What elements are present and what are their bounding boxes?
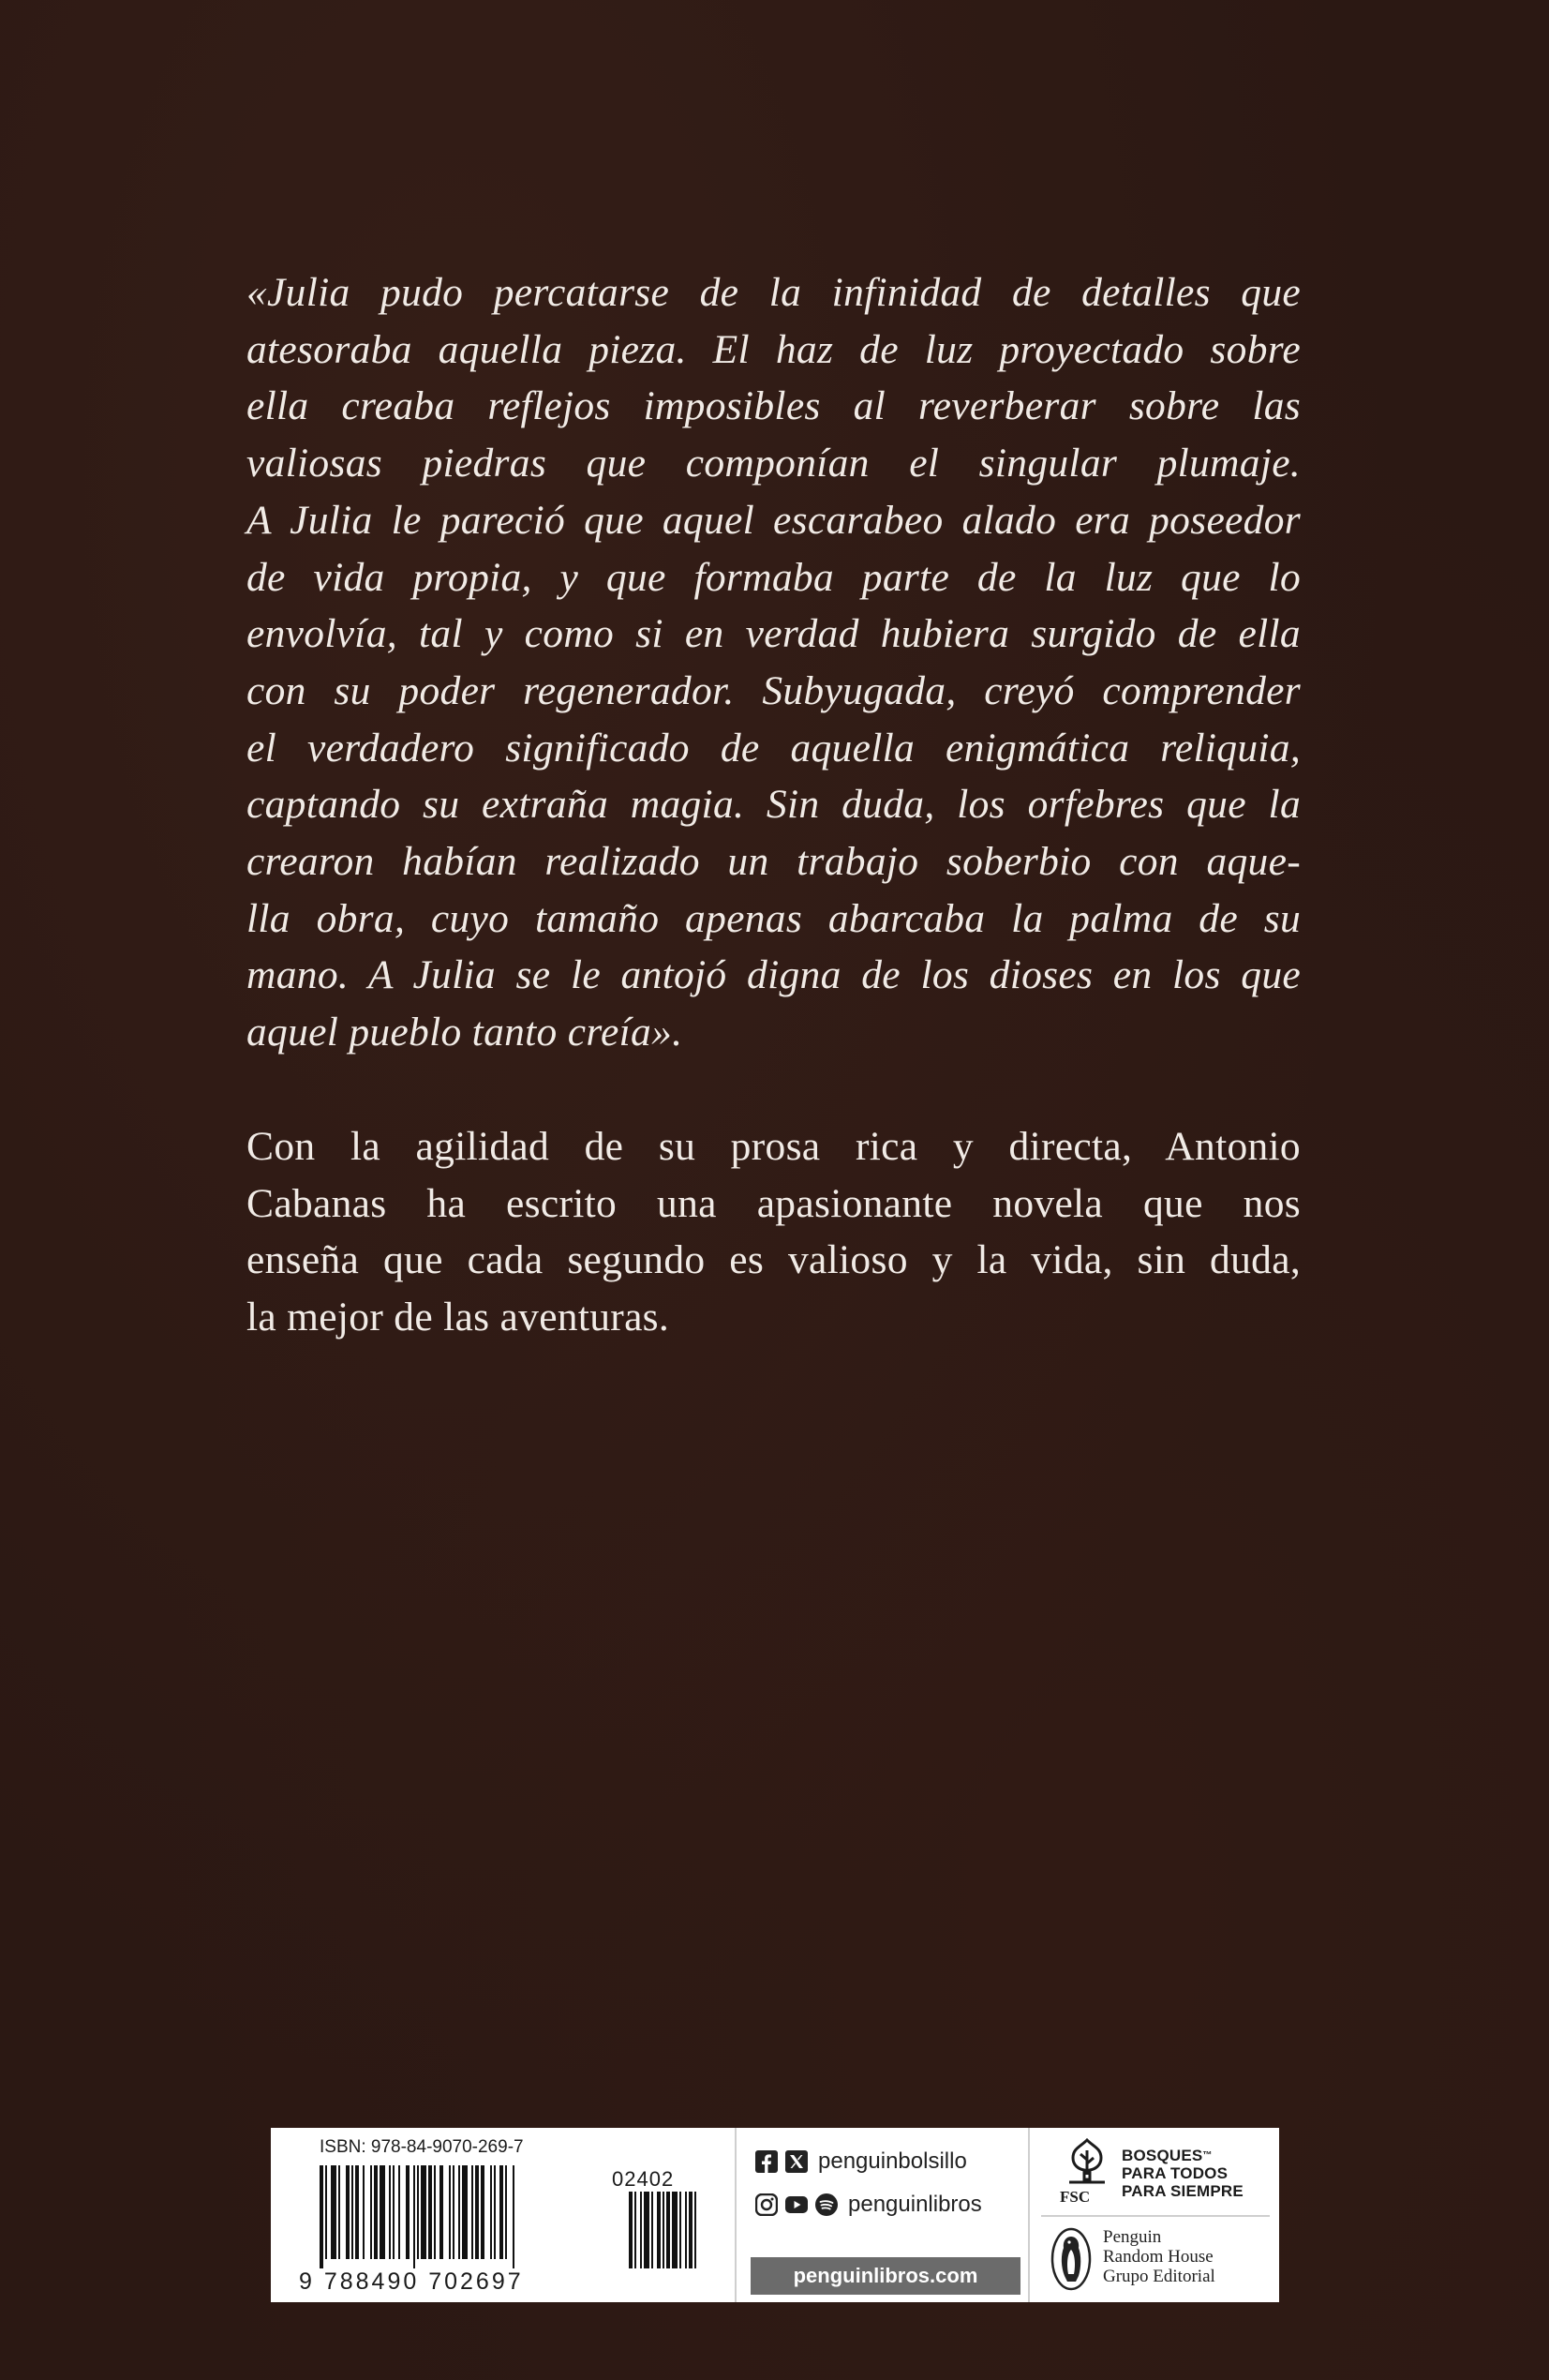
book-blurb xyxy=(246,1118,1301,1346)
publisher-name-line: Grupo Editorial xyxy=(1103,2267,1215,2286)
quote-line: envolvía, tal y como si en verdad hubiera surgido de ella xyxy=(246,611,1301,657)
fsc-slogan-line: PARA SIEMPRE xyxy=(1122,2182,1244,2200)
barcode-bar xyxy=(370,2165,372,2259)
barcode-bar xyxy=(346,2165,350,2259)
fsc-slogan xyxy=(1122,2147,1244,2200)
barcode-bar xyxy=(449,2165,451,2259)
barcode-addon-bar xyxy=(634,2192,636,2268)
barcode-panel xyxy=(271,2128,1279,2302)
barcode-bar xyxy=(393,2165,395,2259)
barcode-bar xyxy=(374,2165,378,2259)
penguin-logo-icon xyxy=(1050,2227,1092,2291)
quote-line: mano. A Julia se le antojó digna de los dioses en los que xyxy=(246,952,1301,998)
panel-divider xyxy=(1041,2215,1270,2217)
barcode-bar xyxy=(453,2165,454,2259)
quote-line: el verdadero significado de aquella enigmática reliquia, xyxy=(246,725,1301,771)
barcode-addon-bar xyxy=(651,2192,653,2268)
quote-line: valiosas piedras que componían el singular plumaje. xyxy=(246,441,1301,486)
barcode-addon-bar xyxy=(640,2192,642,2268)
blurb-line: la mejor de las aventuras. xyxy=(246,1295,670,1340)
barcode-bar xyxy=(428,2165,432,2259)
barcode-bar xyxy=(351,2165,353,2259)
barcode-bar xyxy=(363,2165,365,2259)
barcode-bar xyxy=(421,2165,426,2259)
barcode-bar xyxy=(320,2165,323,2268)
barcode-bar xyxy=(413,2165,415,2268)
barcode-bar xyxy=(398,2165,400,2259)
quote-line: con su poder regenerador. Subyugada, creyó comprender xyxy=(246,667,1301,713)
publisher-name xyxy=(1103,2227,1215,2286)
barcode-bar xyxy=(499,2165,503,2259)
x-icon[interactable] xyxy=(784,2149,809,2174)
quote-line: aquel pueblo tanto creía». xyxy=(246,1010,683,1055)
barcode-bar xyxy=(462,2165,468,2259)
barcode-bar xyxy=(338,2165,340,2259)
fsc-slogan-line: PARA TODOS xyxy=(1122,2164,1229,2182)
fsc-logo-label: FSC xyxy=(1060,2188,1091,2206)
barcode-bar xyxy=(355,2165,359,2259)
barcode-bar xyxy=(505,2165,507,2259)
excerpt-quote xyxy=(246,264,1301,1061)
quote-line: crearon habían realizado un trabajo soberbio con aque- xyxy=(246,839,1301,885)
spotify-icon[interactable] xyxy=(814,2193,839,2217)
isbn-label: ISBN: 978-84-9070-269-7 xyxy=(320,2137,524,2157)
barcode-addon-bar xyxy=(657,2192,661,2268)
barcode-bar xyxy=(406,2165,410,2259)
fsc-slogan-line: BOSQUES xyxy=(1122,2147,1203,2164)
blurb-line: Cabanas ha escrito una apasionante novela que nos xyxy=(246,1180,1301,1226)
handle-penguinlibros[interactable]: penguinlibros xyxy=(848,2192,982,2217)
barcode-bar xyxy=(331,2165,336,2259)
quote-line: captando su extraña magia. Sin duda, los orfebres que la xyxy=(246,782,1301,828)
barcode-bar xyxy=(325,2165,327,2259)
barcode-bar xyxy=(481,2165,484,2259)
barcode-bar xyxy=(380,2165,385,2259)
quote-line: lla obra, cuyo tamaño apenas abarcaba la palma de su xyxy=(246,895,1301,941)
quote-line: A Julia le pareció que aquel escarabeo alado era poseedor xyxy=(246,497,1301,543)
quote-line: ella creaba reflejos imposibles al reverberar sobre las xyxy=(246,383,1301,429)
barcode-bar xyxy=(434,2165,436,2259)
social-row-libros[interactable] xyxy=(754,2192,982,2218)
barcode-bar xyxy=(439,2165,443,2259)
publisher-name-line: Random House xyxy=(1103,2247,1214,2267)
barcode-addon-bar xyxy=(629,2192,633,2268)
barcode-bar xyxy=(475,2165,479,2259)
publisher-name-line: Penguin xyxy=(1103,2227,1162,2247)
instagram-icon[interactable] xyxy=(754,2193,779,2217)
barcode-bar xyxy=(458,2165,460,2259)
barcode-bar xyxy=(417,2165,419,2259)
quote-line: atesoraba aquella pieza. El haz de luz proyectado sobre xyxy=(246,326,1301,372)
barcode-bar xyxy=(389,2165,391,2259)
blurb-line: Con la agilidad de su prosa rica y directa, Antonio xyxy=(246,1124,1301,1169)
barcode-bar xyxy=(471,2165,473,2259)
panel-divider xyxy=(735,2128,737,2302)
barcode-addon-bar xyxy=(685,2192,687,2268)
barcode xyxy=(320,2165,713,2268)
price-code: 02402 xyxy=(612,2167,675,2191)
barcode-bar xyxy=(494,2165,496,2259)
quote-line: de vida propia, y que formaba parte de la luz que lo xyxy=(246,554,1301,600)
social-links xyxy=(737,2128,1033,2302)
website-link[interactable]: penguinlibros.com xyxy=(751,2257,1020,2295)
social-row-bolsillo[interactable] xyxy=(754,2148,967,2175)
barcode-addon-bar xyxy=(666,2192,670,2268)
youtube-icon[interactable] xyxy=(784,2193,809,2217)
barcode-digits: 9 788490 702697 xyxy=(299,2268,524,2295)
handle-penguinbolsillo[interactable]: penguinbolsillo xyxy=(818,2148,967,2174)
fsc-block xyxy=(1032,2128,1279,2215)
fsc-tree-icon xyxy=(1060,2137,1114,2188)
barcode-addon-bar xyxy=(663,2192,664,2268)
barcode-area xyxy=(271,2128,735,2302)
barcode-addon-bar xyxy=(694,2192,696,2268)
facebook-icon[interactable] xyxy=(754,2149,779,2174)
barcode-addon-bar xyxy=(672,2192,678,2268)
trademark-mark: ™ xyxy=(1202,2150,1213,2161)
barcode-bar xyxy=(513,2165,514,2268)
barcode-addon-bar xyxy=(679,2192,681,2268)
quote-line: «Julia pudo percatarse de la infinidad de detalles que xyxy=(246,270,1301,315)
blurb-line: enseña que cada segundo es valioso y la vida, sin duda, xyxy=(246,1237,1301,1283)
barcode-bar xyxy=(490,2165,492,2259)
barcode-addon-bar xyxy=(644,2192,649,2268)
panel-divider xyxy=(1028,2128,1030,2302)
publisher-block xyxy=(1032,2218,1279,2302)
barcode-addon-bar xyxy=(689,2192,693,2268)
